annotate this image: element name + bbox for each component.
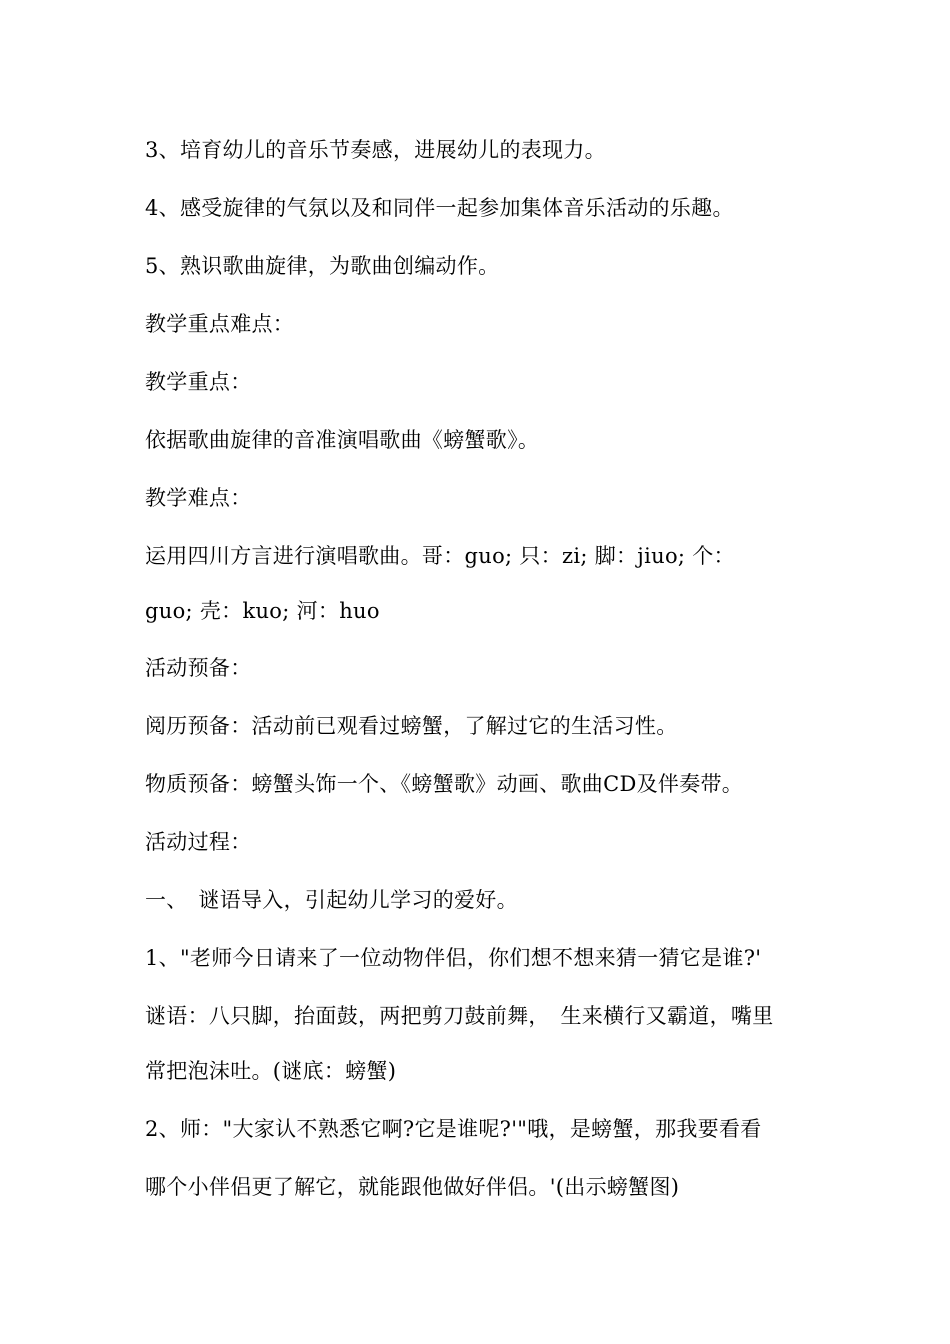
text-line-goal-5: 5、熟识歌曲旋律，为歌曲创编动作。 [145, 254, 500, 278]
text-line-dialect-1: 运用四川方言进行演唱歌曲。哥：guo; 只：zi; 脚：jiuo; 个： [145, 544, 735, 568]
text-line-step-1: 1、"老师今日请来了一位动物伴侣，你们想不想来猜一猜它是谁?' [145, 946, 762, 970]
heading-key-difficult-points: 教学重点难点： [145, 312, 295, 336]
text-line-riddle-2: 常把泡沫吐。(谜底：螃蟹) [145, 1059, 397, 1083]
heading-activity-prep: 活动预备： [145, 656, 252, 680]
text-line-riddle-1: 谜语：八只脚，抬面鼓，两把剪刀鼓前舞， 生来横行又霸道，嘴里 [145, 1004, 774, 1028]
text-line-dialect-2: guo; 壳：kuo; 河：huo [145, 599, 380, 623]
text-line-step-2-a: 2、师："大家认不熟悉它啊?它是谁呢?'"哦，是螃蟹，那我要看看 [145, 1117, 762, 1141]
text-line-key-point: 依据歌曲旋律的音准演唱歌曲《螃蟹歌》。 [145, 428, 540, 452]
heading-difficult-points: 教学难点： [145, 486, 252, 510]
text-line-material-prep: 物质预备：螃蟹头饰一个、《螃蟹歌》动画、歌曲CD及伴奏带。 [145, 772, 744, 796]
text-line-goal-4: 4、感受旋律的气氛以及和同伴一起参加集体音乐活动的乐趣。 [145, 196, 734, 220]
text-line-step-2-b: 哪个小伴侣更了解它，就能跟他做好伴侣。'(出示螃蟹图) [145, 1175, 680, 1199]
text-line-goal-3: 3、培育幼儿的音乐节奏感，进展幼儿的表现力。 [145, 138, 606, 162]
text-line-section-1: 一、 谜语导入，引起幼儿学习的爱好。 [145, 888, 518, 912]
text-line-experience-prep: 阅历预备：活动前已观看过螃蟹，了解过它的生活习性。 [145, 714, 678, 738]
heading-activity-process: 活动过程： [145, 830, 252, 854]
heading-key-points: 教学重点： [145, 370, 252, 394]
